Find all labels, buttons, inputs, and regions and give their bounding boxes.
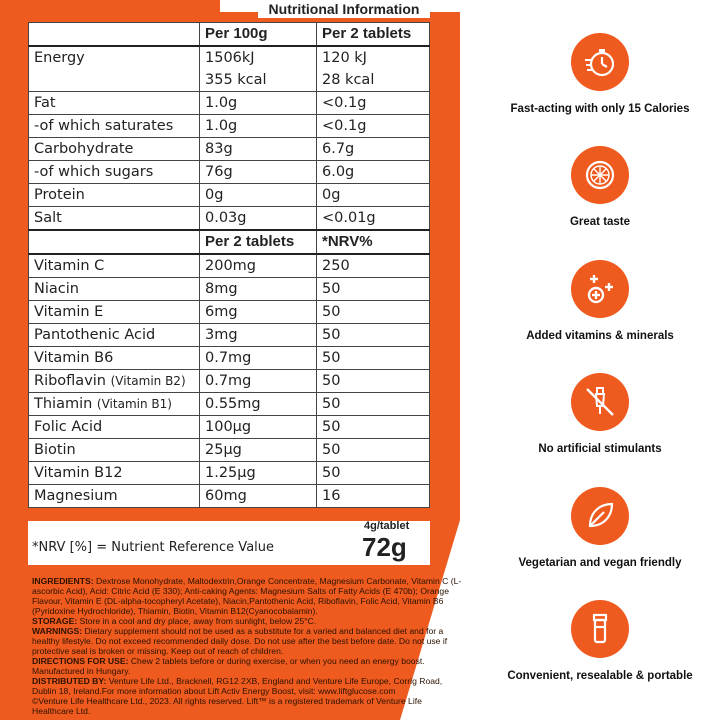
vitamin-name — [29, 439, 200, 462]
feature-label: Convenient, resealable & portable — [507, 670, 693, 682]
table-header-cell: Per 2 tablets — [200, 230, 317, 254]
fine-print-text: Venture Life Ltd., Bracknell, RG12 2XB, England and Venture Life Europe, Corrig Road, Dublin 18, Ireland.For more information about Lift Activ Energy Boost, visit: www.liftglucose.com — [32, 676, 443, 696]
vitamin-alias: (Vitamin B2) — [110, 374, 186, 388]
per-tablet-label: 4g/tablet — [364, 520, 410, 532]
feature-label: Fast-acting with only 15 Calories — [510, 103, 690, 115]
fine-print-text: Dextrose Monohydrate, Maltodextrin,Orange Concentrate, Magnesium Carbonate, Vitamin C (L-ascorbic Acid), Acid: Citric Acid (E 330); Anti-caking Agents: Magnesium Salts of Fatty Acids (E 470b); Orange Flavour, Vitamin E (DL-alpha-tocopheryl Acetate), Niacin,Pantothenic Acid, Riboflavin, Folic Acid, Vitamin B6 (Pyridoxine Hydrochloride), Thiamin, Biotin, Vitamin B12(Cyanocobalamin). — [32, 576, 462, 616]
table-row — [29, 46, 430, 92]
orange-slice-icon — [571, 146, 629, 204]
value-line: 355 kcal — [205, 72, 267, 88]
nrv-percent: 50 — [317, 324, 430, 347]
vitamin-name — [29, 254, 200, 278]
feature-label: Added vitamins & minerals — [526, 330, 674, 342]
vitamin-name — [29, 347, 200, 370]
feature-item — [485, 146, 715, 228]
table-header-cell — [29, 23, 200, 47]
value-line: 6.7g — [322, 141, 355, 157]
nutrient-name: Fat — [29, 92, 200, 115]
vitamin-name — [29, 278, 200, 301]
value-line: 1.0g — [205, 95, 238, 111]
amount-per-2-tablets: 25µg — [200, 439, 317, 462]
value-per-2-tablets — [317, 92, 430, 115]
amount-per-2-tablets: 200mg — [200, 254, 317, 278]
amount-per-2-tablets: 8mg — [200, 278, 317, 301]
amount-per-2-tablets: 60mg — [200, 485, 317, 508]
fine-print-label: DISTRIBUTED BY: — [32, 676, 107, 686]
value-per-2-tablets — [317, 115, 430, 138]
value-per-2-tablets — [317, 184, 430, 207]
table-row — [29, 324, 430, 347]
vitamin-name-text: Folic Acid — [34, 419, 103, 435]
value-line: <0.1g — [322, 95, 367, 111]
nrv-note: *NRV [%] = Nutrient Reference Value — [32, 540, 275, 555]
fine-print-label: WARNINGS: — [32, 626, 83, 636]
nrv-percent: 250 — [317, 254, 430, 278]
table-row — [29, 439, 430, 462]
value-per-2-tablets — [317, 161, 430, 184]
nrv-percent: 50 — [317, 347, 430, 370]
vitamin-name — [29, 416, 200, 439]
value-line: 76g — [205, 164, 233, 180]
fine-print-label: DIRECTIONS FOR USE: — [32, 656, 129, 666]
vitamin-name-text: Riboflavin — [34, 373, 106, 389]
nutrition-table — [28, 22, 430, 508]
feature-label: No artificial stimulants — [538, 443, 662, 455]
amount-per-2-tablets: 0.55mg — [200, 393, 317, 416]
vitamin-name-text: Vitamin C — [34, 258, 105, 274]
amount-per-2-tablets: 100µg — [200, 416, 317, 439]
fine-print-text: ©Venture Life Healthcare Ltd., 2023. All rights reserved. Lift™ is a registered trademark of Venture Life Healthcare Ltd. — [32, 696, 422, 716]
vitamin-name-text: Thiamin — [34, 396, 93, 412]
amount-per-2-tablets: 6mg — [200, 301, 317, 324]
vitamin-name-text: Vitamin E — [34, 304, 104, 320]
amount-per-2-tablets: 3mg — [200, 324, 317, 347]
value-line: 0g — [322, 187, 341, 203]
amount-per-2-tablets: 1.25µg — [200, 462, 317, 485]
table-header-row — [29, 23, 430, 47]
nrv-percent: 50 — [317, 370, 430, 393]
vitamin-name-text: Magnesium — [34, 488, 118, 504]
vitamin-name-text: Vitamin B12 — [34, 465, 123, 481]
nrv-percent: 50 — [317, 416, 430, 439]
vitamin-name-text: Biotin — [34, 442, 76, 458]
feature-item — [485, 600, 715, 682]
value-line: 1.0g — [205, 118, 238, 134]
nutrient-name: Energy — [29, 46, 200, 92]
table-row — [29, 485, 430, 508]
value-line: 6.0g — [322, 164, 355, 180]
value-line: <0.1g — [322, 118, 367, 134]
fine-print-paragraph — [32, 696, 464, 716]
value-per-100g — [200, 207, 317, 231]
leaf-icon — [571, 487, 629, 545]
vitamin-name-text: Pantothenic Acid — [34, 327, 156, 343]
value-line: 28 kcal — [322, 72, 375, 88]
table-row — [29, 301, 430, 324]
fine-print-text: Dietary supplement should not be used as a substitute for a varied and balanced diet and for a healthy lifestyle. Do not exceed recommended daily dose. Do not use after the best before date. Do not use if protective seal is broken or missing. Keep out of reach of children. — [32, 626, 448, 656]
value-per-2-tablets — [317, 138, 430, 161]
table-row — [29, 115, 430, 138]
net-weight: 72g — [362, 532, 407, 562]
vitamin-name-text: Vitamin B6 — [34, 350, 114, 366]
vitamin-name — [29, 370, 200, 393]
table-row — [29, 347, 430, 370]
nutrient-name: -of which saturates — [29, 115, 200, 138]
value-line: 83g — [205, 141, 233, 157]
value-per-100g — [200, 161, 317, 184]
vitamin-name — [29, 485, 200, 508]
fine-print-label: INGREDIENTS: — [32, 576, 94, 586]
fine-print-text: Chew 2 tablets before or during exercise, or when you need an energy boost. Manufactured in Hungary. — [32, 656, 425, 676]
value-per-100g — [200, 92, 317, 115]
table-header-row — [29, 230, 430, 254]
feature-item — [485, 33, 715, 115]
table-row — [29, 254, 430, 278]
value-per-2-tablets — [317, 46, 430, 92]
value-line: 120 kJ — [322, 50, 367, 66]
amount-per-2-tablets: 0.7mg — [200, 347, 317, 370]
table-row — [29, 462, 430, 485]
feature-label: Great taste — [569, 216, 631, 228]
fine-print — [32, 576, 464, 716]
nutrient-name: Salt — [29, 207, 200, 231]
feature-item — [485, 487, 715, 569]
value-per-100g — [200, 46, 317, 92]
vitamin-alias: (Vitamin B1) — [96, 397, 172, 411]
feature-label: Vegetarian and vegan friendly — [518, 557, 682, 569]
value-line: 0.03g — [205, 210, 247, 226]
nrv-percent: 50 — [317, 393, 430, 416]
table-row — [29, 370, 430, 393]
value-per-2-tablets — [317, 207, 430, 231]
table-row — [29, 416, 430, 439]
stopwatch-icon — [571, 33, 629, 91]
no-dropper-icon — [571, 373, 629, 431]
value-line: 1506kJ — [205, 50, 255, 66]
table-row — [29, 393, 430, 416]
fine-print-paragraph — [32, 676, 464, 696]
value-line: 0g — [205, 187, 224, 203]
value-per-100g — [200, 115, 317, 138]
table-header-cell: Per 100g — [200, 23, 317, 47]
nrv-percent: 50 — [317, 278, 430, 301]
table-row — [29, 92, 430, 115]
page-title: Nutritional Information — [258, 0, 430, 18]
feature-item — [485, 260, 715, 342]
value-per-100g — [200, 138, 317, 161]
fine-print-paragraph — [32, 626, 464, 656]
nrv-percent: 16 — [317, 485, 430, 508]
fine-print-label: STORAGE: — [32, 616, 78, 626]
feature-item — [485, 373, 715, 455]
nrv-percent: 50 — [317, 301, 430, 324]
nutrient-name: -of which sugars — [29, 161, 200, 184]
table-row — [29, 184, 430, 207]
table-header-cell: Per 2 tablets — [317, 23, 430, 47]
nrv-percent: 50 — [317, 462, 430, 485]
table-header-cell: *NRV% — [317, 230, 430, 254]
nutrient-name: Carbohydrate — [29, 138, 200, 161]
table-row — [29, 207, 430, 231]
tube-icon — [571, 600, 629, 658]
table-row — [29, 278, 430, 301]
vitamin-name — [29, 393, 200, 416]
vitamin-name — [29, 301, 200, 324]
plus-signs-icon — [571, 260, 629, 318]
table-row — [29, 138, 430, 161]
vitamin-name — [29, 324, 200, 347]
fine-print-paragraph — [32, 576, 464, 616]
value-line: <0.01g — [322, 210, 376, 226]
value-per-100g — [200, 184, 317, 207]
table-row — [29, 161, 430, 184]
vitamin-name-text: Niacin — [34, 281, 79, 297]
nutrient-name: Protein — [29, 184, 200, 207]
fine-print-paragraph — [32, 656, 464, 676]
vitamin-name — [29, 462, 200, 485]
nrv-percent: 50 — [317, 439, 430, 462]
amount-per-2-tablets: 0.7mg — [200, 370, 317, 393]
fine-print-text: Store in a cool and dry place, away from sunlight, below 25°C. — [77, 616, 317, 626]
fine-print-paragraph — [32, 616, 464, 626]
table-header-cell — [29, 230, 200, 254]
